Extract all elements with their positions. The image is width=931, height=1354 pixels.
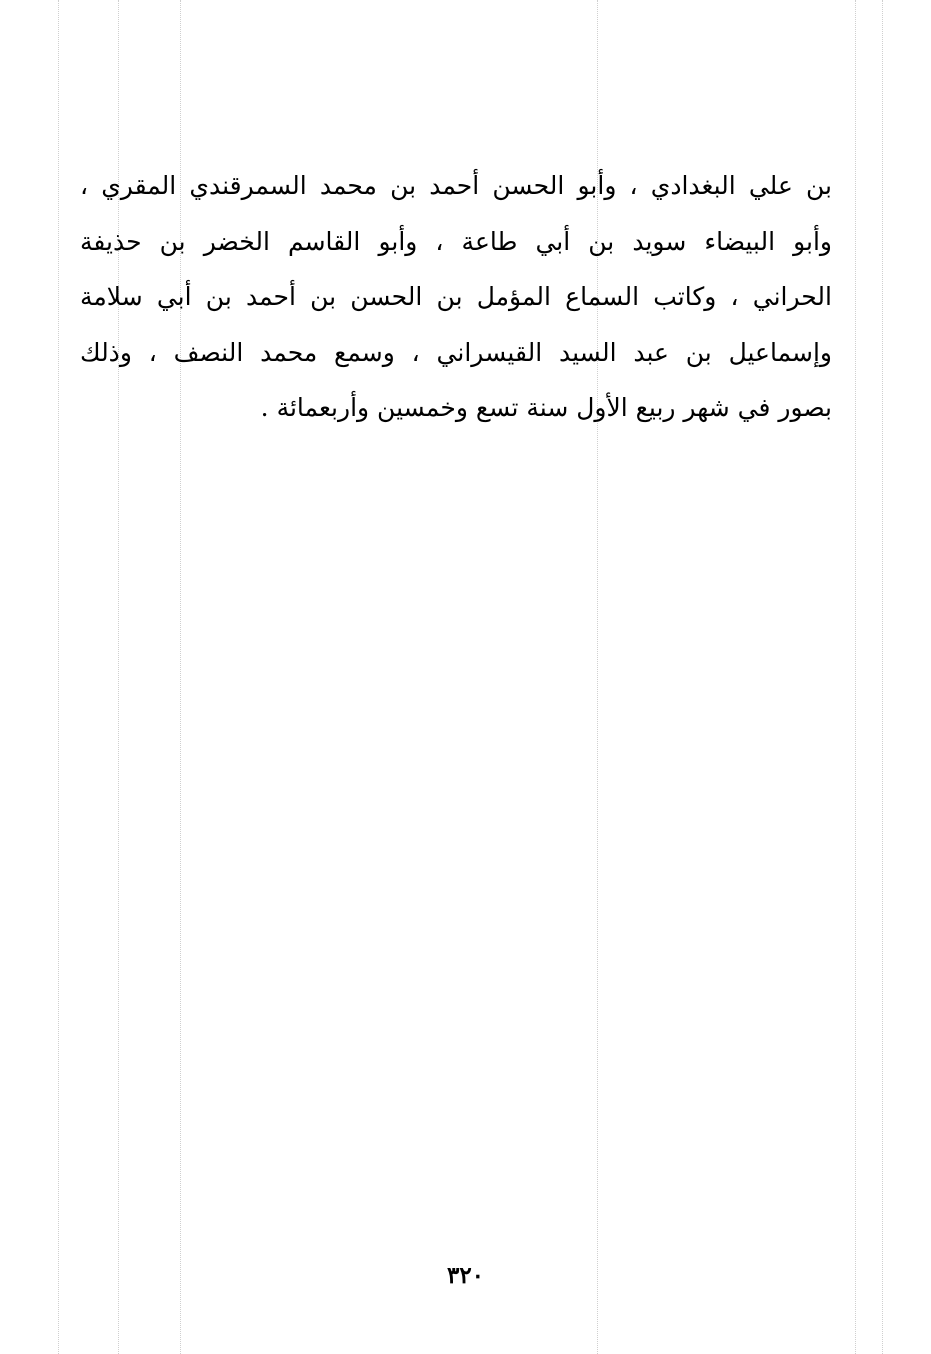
text-line: بن علي البغدادي ، وأبو الحسن أحمد بن محمد السمرقندي المقري ، — [80, 171, 832, 200]
text-line: وأبو البيضاء سويد بن أبي طاعة ، وأبو القاسم الخضر بن حذيفة — [80, 226, 832, 256]
scan-guide-line — [855, 0, 856, 1354]
text-line: وإسماعيل بن عبد السيد القيسراني ، وسمع محمد النصف ، وذلك — [80, 337, 832, 367]
text-line: الحراني ، وكاتب السماع المؤمل بن الحسن بن أحمد بن أبي سلامة — [80, 282, 832, 311]
scan-guide-line — [58, 0, 59, 1354]
body-text — [80, 158, 832, 436]
scan-guide-line — [882, 0, 883, 1354]
page-number: ٣٢٠ — [446, 1262, 485, 1289]
text-line: بصور في شهر ربيع الأول سنة تسع وخمسين وأربعمائة . — [260, 393, 832, 422]
